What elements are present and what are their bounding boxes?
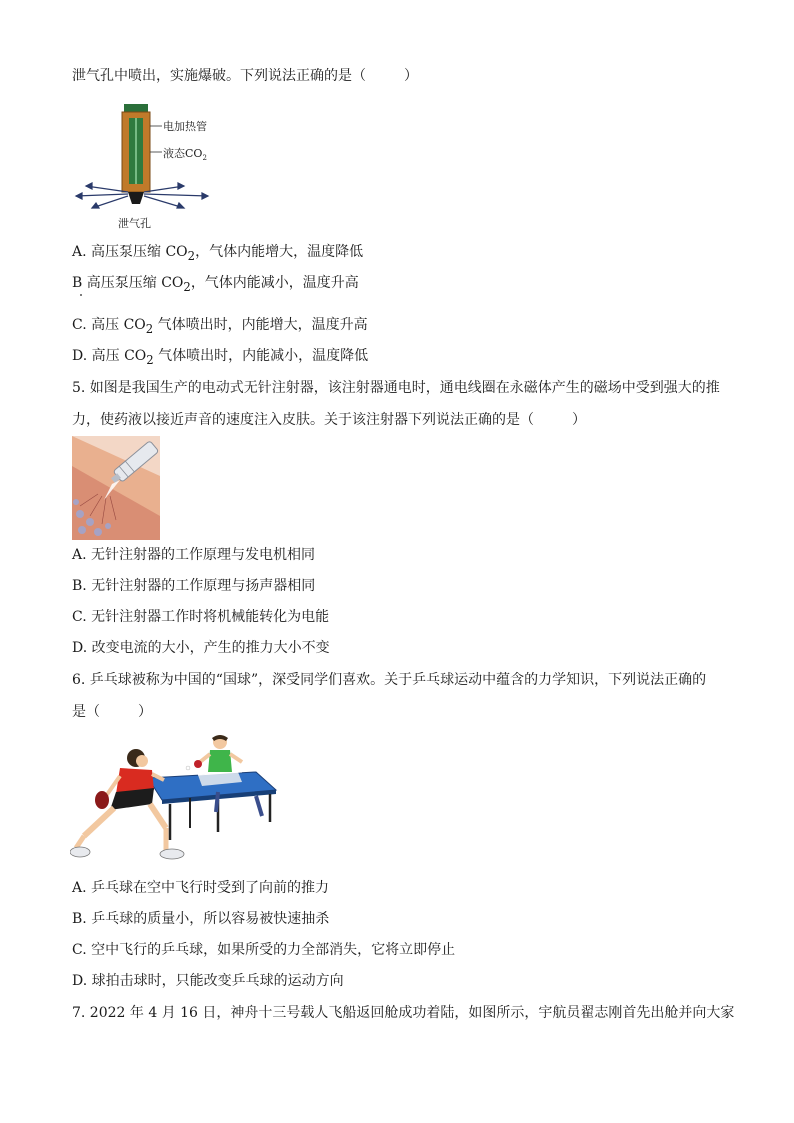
q5-stem-line2: 力，使药液以接近声音的速度注入皮肤。关于该注射器下列说法正确的是（ ）	[72, 412, 586, 428]
q5-option-b: B. 无针注射器的工作原理与扬声器相同	[72, 578, 316, 594]
q5-option-d: D. 改变电流的大小，产生的推力大小不变	[72, 640, 330, 656]
q4-stem-text: 泄气孔中喷出，实施爆破。下列说法正确的是（	[72, 68, 366, 84]
q4-option-a: A. 高压泵压缩 $CO_2$，气体内能增大，温度降低	[72, 244, 364, 263]
q5-option-c: C. 无针注射器工作时将机械能转化为电能	[72, 609, 330, 625]
needle-free-injector-figure	[72, 436, 160, 540]
q6-option-b: B. 乒乓球的质量小，所以容易被快速抽杀	[72, 911, 330, 927]
q4-option-d: D. 高压 $CO_2$ 气体喷出时，内能减小，温度降低	[72, 348, 369, 367]
q6-option-c: C. 空中飞行的乒乓球，如果所受的力全部消失，它将立即停止	[72, 942, 456, 958]
q4-option-c: C. 高压 $CO_2$ 气体喷出时，内能增大，温度升高	[72, 317, 368, 336]
q5-option-a: A. 无针注射器的工作原理与发电机相同	[72, 547, 316, 563]
q4-stem	[72, 66, 418, 86]
q4-option-b: B 高压泵压缩 $CO_2$，气体内能减小，温度升高	[72, 275, 359, 294]
stray-dot	[80, 294, 82, 296]
q6-stem-line2: 是（ ）	[72, 704, 152, 720]
vent-hole-label: 泄气孔	[118, 217, 151, 230]
q6-option-a: A. 乒乓球在空中飞行时受到了向前的推力	[72, 880, 330, 896]
q7-stem-line1: 7. 2022 年 4 月 16 日，神舟十三号载人飞船返回舱成功着陆，如图所示，宇航员翟志刚首先出舱并向大家	[72, 1005, 735, 1021]
heater-tube-label: 电加热管	[163, 120, 207, 133]
q6-stem-line1: 6. 乒乓球被称为中国的“国球”，深受同学们喜欢。关于乒乓球运动中蕴含的力学知识，下列说法正确的	[72, 672, 707, 688]
q6-option-d: D. 球拍击球时，只能改变乒乓球的运动方向	[72, 973, 344, 989]
q4-stem-close: ）	[404, 68, 418, 84]
table-tennis-figure	[70, 732, 280, 864]
liquid-co2-label: 液态$CO_2$	[163, 147, 207, 162]
co2-blasting-tube-figure	[72, 100, 252, 235]
q5-stem-line1: 5. 如图是我国生产的电动式无针注射器，该注射器通电时，通电线圈在永磁体产生的磁场中受到强大的推	[72, 380, 720, 396]
